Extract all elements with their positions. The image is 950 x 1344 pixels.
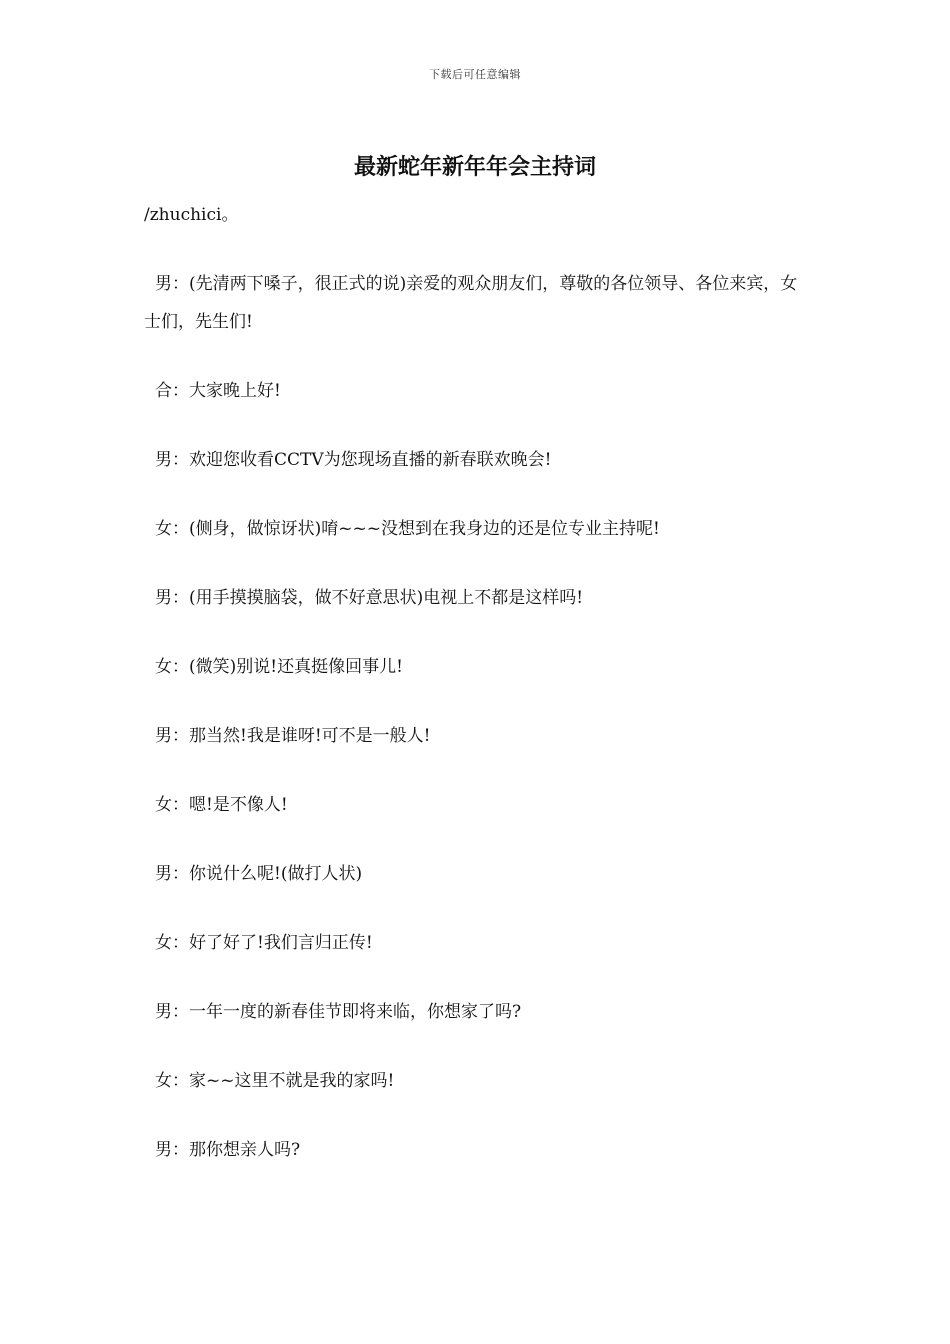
dialogue-line: 男：(用手摸摸脑袋，做不好意思状)电视上不都是这样吗! [155,588,584,608]
source-path: /zhuchici。 [144,205,239,225]
dialogue-line: 女：家~~这里不就是我的家吗! [155,1071,395,1091]
dialogue-line: 男：一年一度的新春佳节即将来临，你想家了吗? [155,1002,522,1022]
dialogue-list [144,265,809,1200]
dialogue-line: 女：(侧身，做惊讶状)唷~~~没想到在我身边的还是位专业主持呢! [155,519,660,539]
dialogue-line: 女：(微笑)别说!还真挺像回事儿! [155,657,403,677]
dialogue-line: 男：那你想亲人吗? [155,1140,301,1160]
dialogue-line: 男：欢迎您收看CCTV为您现场直播的新春联欢晚会! [155,450,552,470]
document-title: 最新蛇年新年年会主持词 [353,154,596,180]
dialogue-line: 男：你说什么呢!(做打人状) [155,864,363,884]
page-header-note: 下载后可任意编辑 [429,68,521,81]
dialogue-line: 男：(先清两下嗓子，很正式的说)亲爱的观众朋友们，尊敬的各位领导、各位来宾，女士们，先生们! [144,274,798,332]
dialogue-line: 合：大家晚上好! [155,381,281,401]
dialogue-line: 女：好了好了!我们言归正传! [155,933,373,953]
dialogue-line: 男：那当然!我是谁呀!可不是一般人! [155,726,431,746]
dialogue-line: 女：嗯!是不像人! [155,795,288,815]
